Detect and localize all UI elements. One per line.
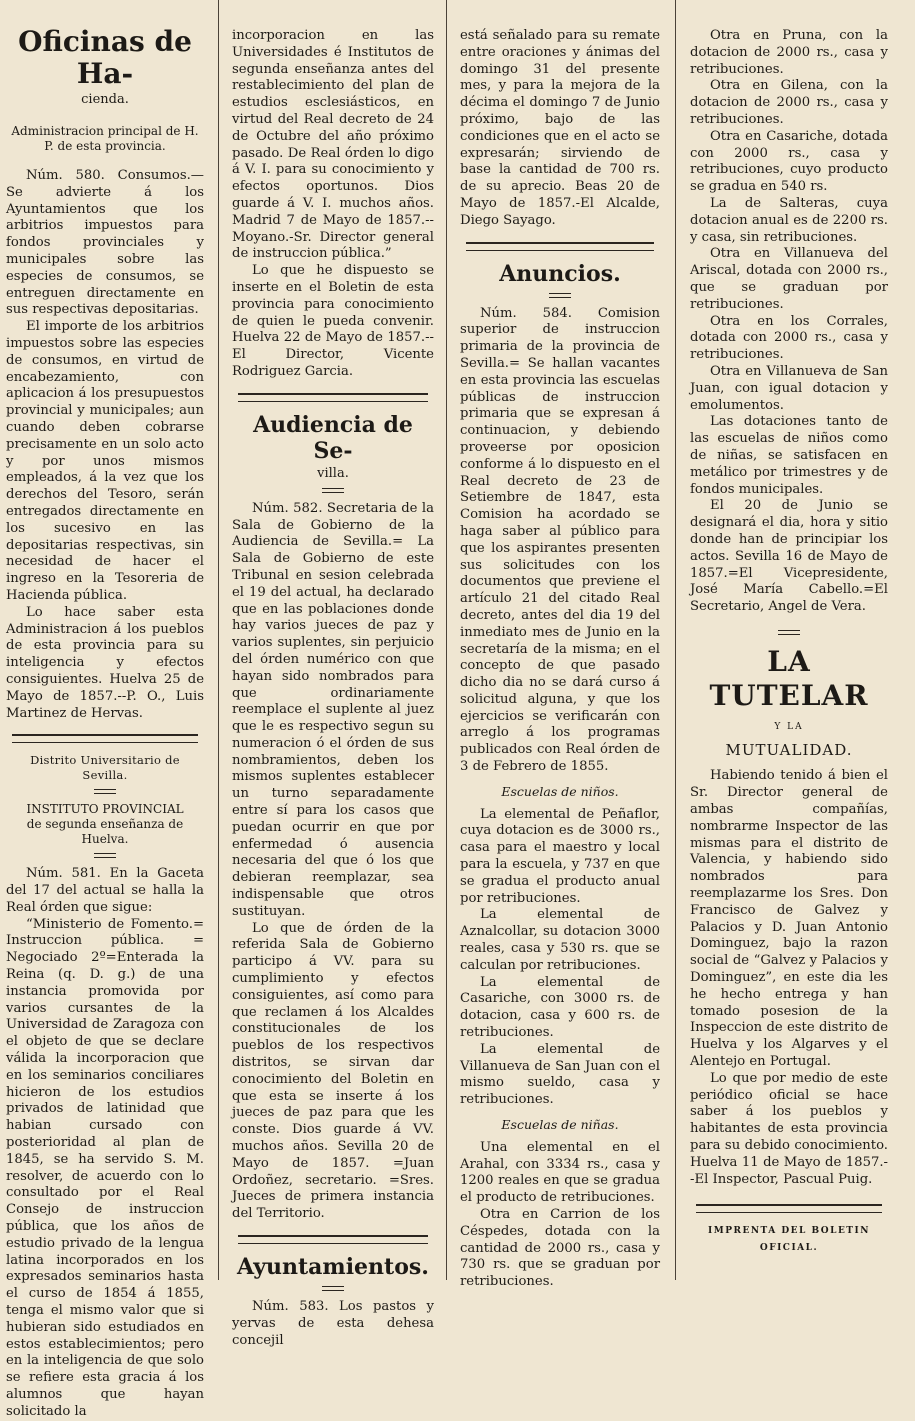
article-581: Núm. 581. En la Gaceta del 17 del actual se halla la Real órden que sigue: <box>6 866 204 915</box>
subheading-ninos: Escuelas de niños. <box>501 783 619 799</box>
paragraph: La elemental de Peñaflor, cuya dotacion es de 3000 rs., casa para el maestro y local para la escuela, y 737 en que se gradua el producto anual por retribuciones. <box>460 806 660 906</box>
distrito-heading: Distrito Universitario de Sevilla. <box>30 753 180 783</box>
article-582: Núm. 582. Secretaria de la Sala de Gobierno de la Audiencia de Sevilla.= La Sala de Gobierno de este Tribunal en sesion celebrada el 19 del actual, ha declarado que en las poblaciones donde hay varios jueces de paz y varios suplentes, sin perjuicio del órden numérico con que hayan sido nombrados para que ordinariamente reemplace el suplente al juez que le es respectivo segun su numeracion ó el órden de sus nombramientos, deben los mismos suplentes establecer un turno separadamente entre sí para los casos que puedan ocurrir en que por enfermedad ó ausencia necesaria del que ó los que debieran reemplazar, sea indispensable que otros sustituyan. <box>232 500 434 919</box>
paragraph: El importe de los arbitrios impuestos sobre las especies de consumos, en virtud de encabezamiento, con aplicacion á los presupuestos provincial y municipales; aun cuando deben cobrarse precisamente en un solo acto y por unos mismos empleados, á la vez que los derechos del Tesoro, serán entregados directamente en los sucesivo en las depositarias respectivas, sin necesidad de hacer el ingreso en la Tesoreria de Hacienda pública. <box>6 319 204 603</box>
paragraph: Otra en Villanueva del Ariscal, dotada con 2000 rs., que se graduan por retribuciones. <box>690 246 888 312</box>
paragraph: El 20 de Junio se designará el dia, hora y sitio donde han de principiar los actos. Sevilla 16 de Mayo de 1857.=El Vicepresidente, José María Cabello.=El Secretario, Angel de Vera. <box>690 498 888 615</box>
paragraph: La elemental de Villanueva de San Juan con el mismo sueldo, casa y retribuciones. <box>460 1041 660 1108</box>
paragraph: incorporacion en las Universidades é Institutos de segunda enseñanza antes del restablecimiento del plan de estudios esclesiásticos, en virtud del Real decreto de 24 de Octubre del año próximo pasado. De Real órden lo digo á V. I. para su conocimiento y efectos oportunos. Dios guarde á V. I. muchos años. Madrid 7 de Mayo de 1857.--Moyano.-Sr. Director general de instruccion pública.” <box>232 28 434 262</box>
column-2 <box>232 0 434 1348</box>
paragraph: Lo que he dispuesto se inserte en el Boletin de esta provincia para conocimiento de quien le pueda convenir. Huelva 22 de Mayo de 1857.--El Director, Vicente Rodriguez Garcia. <box>232 263 434 379</box>
paragraph: Otra en Villanueva de San Juan, con igual dotacion y emolumentos. <box>690 363 888 413</box>
paragraph: Otra en Carrion de los Céspedes, dotada con la cantidad de 2000 rs., casa y 730 rs. que se graduan por retribuciones. <box>460 1207 660 1290</box>
article-583: Núm. 583. Los pastos y yervas de esta dehesa concejil <box>232 1299 434 1348</box>
mutualidad-heading: MUTUALIDAD. <box>725 740 853 759</box>
column-divider <box>218 0 219 1280</box>
instituto-heading: INSTITUTO PROVINCIAL <box>26 802 184 817</box>
paragraph: Una elemental en el Arahal, con 3334 rs., casa y 1200 reales en que se gradua el producto de retribuciones. <box>460 1139 660 1206</box>
paragraph: “Ministerio de Fomento.= Instruccion pública. = Negociado 2º=Enterada la Reina (q. D. g.) de una instancia promovida por varios cursantes de la Universidad de Zaragoza con el objeto de que se declare válida la incorporacion que en los seminarios conciliares hicieron de los estudios privados de latinidad que habian cursado con posterioridad al plan de 1845, se ha servido S. M. resolver, de acuerdo con lo consultado por el Real Consejo de instruccion pública, que los años de estudio privado de la lengua latina incorporados en los expresados seminarios hasta el curso de 1854 á 1855, tenga el mismo valor que si hubieran sido estudiados en estos establecimientos; pero en la inteligencia de que solo se refiere esta gracia á los alumnos que hayan solicitado la <box>6 916 204 1419</box>
admin-heading: Administracion principal de H. P. de esta provincia. <box>11 124 199 153</box>
paragraph: Otra en Casariche, dotada con 2000 rs., casa y retribuciones, cuyo producto se gradua en 540 rs. <box>690 128 888 195</box>
section-title-hacienda: Oficinas de Ha- <box>18 25 192 90</box>
paragraph: La elemental de Aznalcollar, su dotacion 3000 reales, casa y 530 rs. que se calculan por retribuciones. <box>460 907 660 973</box>
section-title-cont: cienda. <box>81 92 129 107</box>
section-separator <box>238 393 428 402</box>
column-1 <box>6 0 204 1419</box>
paragraph: Otra en Gilena, con la dotacion de 2000 rs., casa y retribuciones. <box>690 78 888 127</box>
section-separator <box>12 734 198 743</box>
section-separator <box>696 1204 882 1213</box>
paragraph: Las dotaciones tanto de las escuelas de niños como de niñas, se satisfacen en metálico por trimestres y de fondos municipales. <box>690 414 888 497</box>
section-title-anuncios: Anuncios. <box>499 260 621 287</box>
section-title-ayuntamientos: Ayuntamientos. <box>237 1254 429 1280</box>
short-rule <box>778 630 800 635</box>
short-rule <box>94 789 116 794</box>
y-la-text: Y LA <box>774 721 804 732</box>
paragraph: La elemental de Casariche, con 3000 rs. de dotacion, casa y 600 rs. de retribuciones. <box>460 974 660 1041</box>
section-title-cont: villa. <box>317 465 349 481</box>
short-rule <box>549 293 571 298</box>
short-rule <box>94 853 116 858</box>
paragraph: Lo que por medio de este periódico oficial se hace saber á los pueblos y habitantes de esta provincia para su debido conocimiento. Huelva 11 de Mayo de 1857.--El Inspector, Pascual Puig. <box>690 1070 888 1187</box>
section-title-tutelar: LA TUTELAR <box>709 644 869 712</box>
section-separator <box>466 242 654 251</box>
article-584: Núm. 584. Comision superior de instruccion primaria de la provincia de Sevilla.= Se hallan vacantes en esta provincia las escuelas públicas de instruccion primaria que se expresan á continuacion, y debiendo proveerse por oposicion conforme á lo dispuesto en el Real decreto de 23 de Setiembre de 1847, esta Comision ha acordado se haga saber al público para que los aspirantes presenten sus solicitudes con los documentos que previene el artículo 21 del citado Real decreto, antes del dia 19 del inmediato mes de Junio en la secretaría de la misma; en el concepto de que pasado dicho dia no se dará curso á solicitud alguna, y que los ejercicios se verificarán con arreglo á los programas publicados con Real órden de 3 de Febrero de 1855. <box>460 305 660 775</box>
short-rule <box>322 1286 344 1291</box>
short-rule <box>322 488 344 493</box>
column-3 <box>460 0 660 1290</box>
paragraph: Otra en los Corrales, dotada con 2000 rs., casa y retribuciones. <box>690 313 888 363</box>
instituto-subheading: de segunda enseñanza de Huelva. <box>26 817 184 847</box>
section-separator <box>238 1235 428 1244</box>
section-title-audiencia: Audiencia de Se- <box>253 411 413 464</box>
paragraph: Habiendo tenido á bien el Sr. Director general de ambas compañías, nombrarme Inspector de las mismas para el distrito de Valencia, y habiendo sido nombrados para reemplazarme los Sres. Don Francisco de Galvez y Palacios y D. Juan Antonio Dominguez, bajo la razon social de “Galvez y Palacios y Dominguez”, en este dia les he hecho entrega y han tomado posesion de la Inspeccion de este distrito de Huelva y los Algarves y el Alentejo en Portugal. <box>690 768 888 1070</box>
article-580: Núm. 580. Consumos.— Se advierte á los Ayuntamientos que los arbitrios impuestos para fondos provinciales y municipales sobre las especies de consumos, se entreguen directamente en sus respectivas depositarias. <box>6 168 204 318</box>
column-divider <box>675 0 676 1280</box>
paragraph: Lo que de órden de la referida Sala de Gobierno participo á VV. para su cumplimiento y efectos consiguientes, así como para que reclamen á los Alcaldes constitucionales de los pueblos de los respectivos distritos, se sirvan dar conocimiento del Boletin en que esta se inserte á los jueces de paz para que les conste. Dios guarde á VV. muchos años. Sevilla 20 de Mayo de 1857. =Juan Ordoñez, secretario. =Sres. Jueces de primera instancia del Territorio. <box>232 920 434 1222</box>
paragraph: Otra en Pruna, con la dotacion de 2000 rs., casa y retribuciones. <box>690 28 888 77</box>
paragraph: está señalado para su remate entre oraciones y ánimas del domingo 31 del presente mes, y para la mejora de la décima el domingo 7 de Junio próximo, bajo de las condiciones que en el acto se expresarán; sirviendo de base la cantidad de 700 rs. de su aprecio. Beas 20 de Mayo de 1857.-El Alcalde, Diego Sayago. <box>460 28 660 228</box>
subheading-ninas: Escuelas de niñas. <box>501 1117 619 1133</box>
column-divider <box>446 0 447 1280</box>
column-4 <box>690 0 888 1280</box>
printer-imprint: IMPRENTA DEL BOLETIN OFICIAL. <box>708 1226 870 1254</box>
paragraph: La de Salteras, cuya dotacion anual es de 2200 rs. y casa, sin retribuciones. <box>690 195 888 245</box>
paragraph: Lo hace saber esta Administracion á los pueblos de esta provincia para su inteligencia y efectos consiguientes. Huelva 25 de Mayo de 1857.--P. O., Luis Martinez de Hervas. <box>6 604 204 721</box>
